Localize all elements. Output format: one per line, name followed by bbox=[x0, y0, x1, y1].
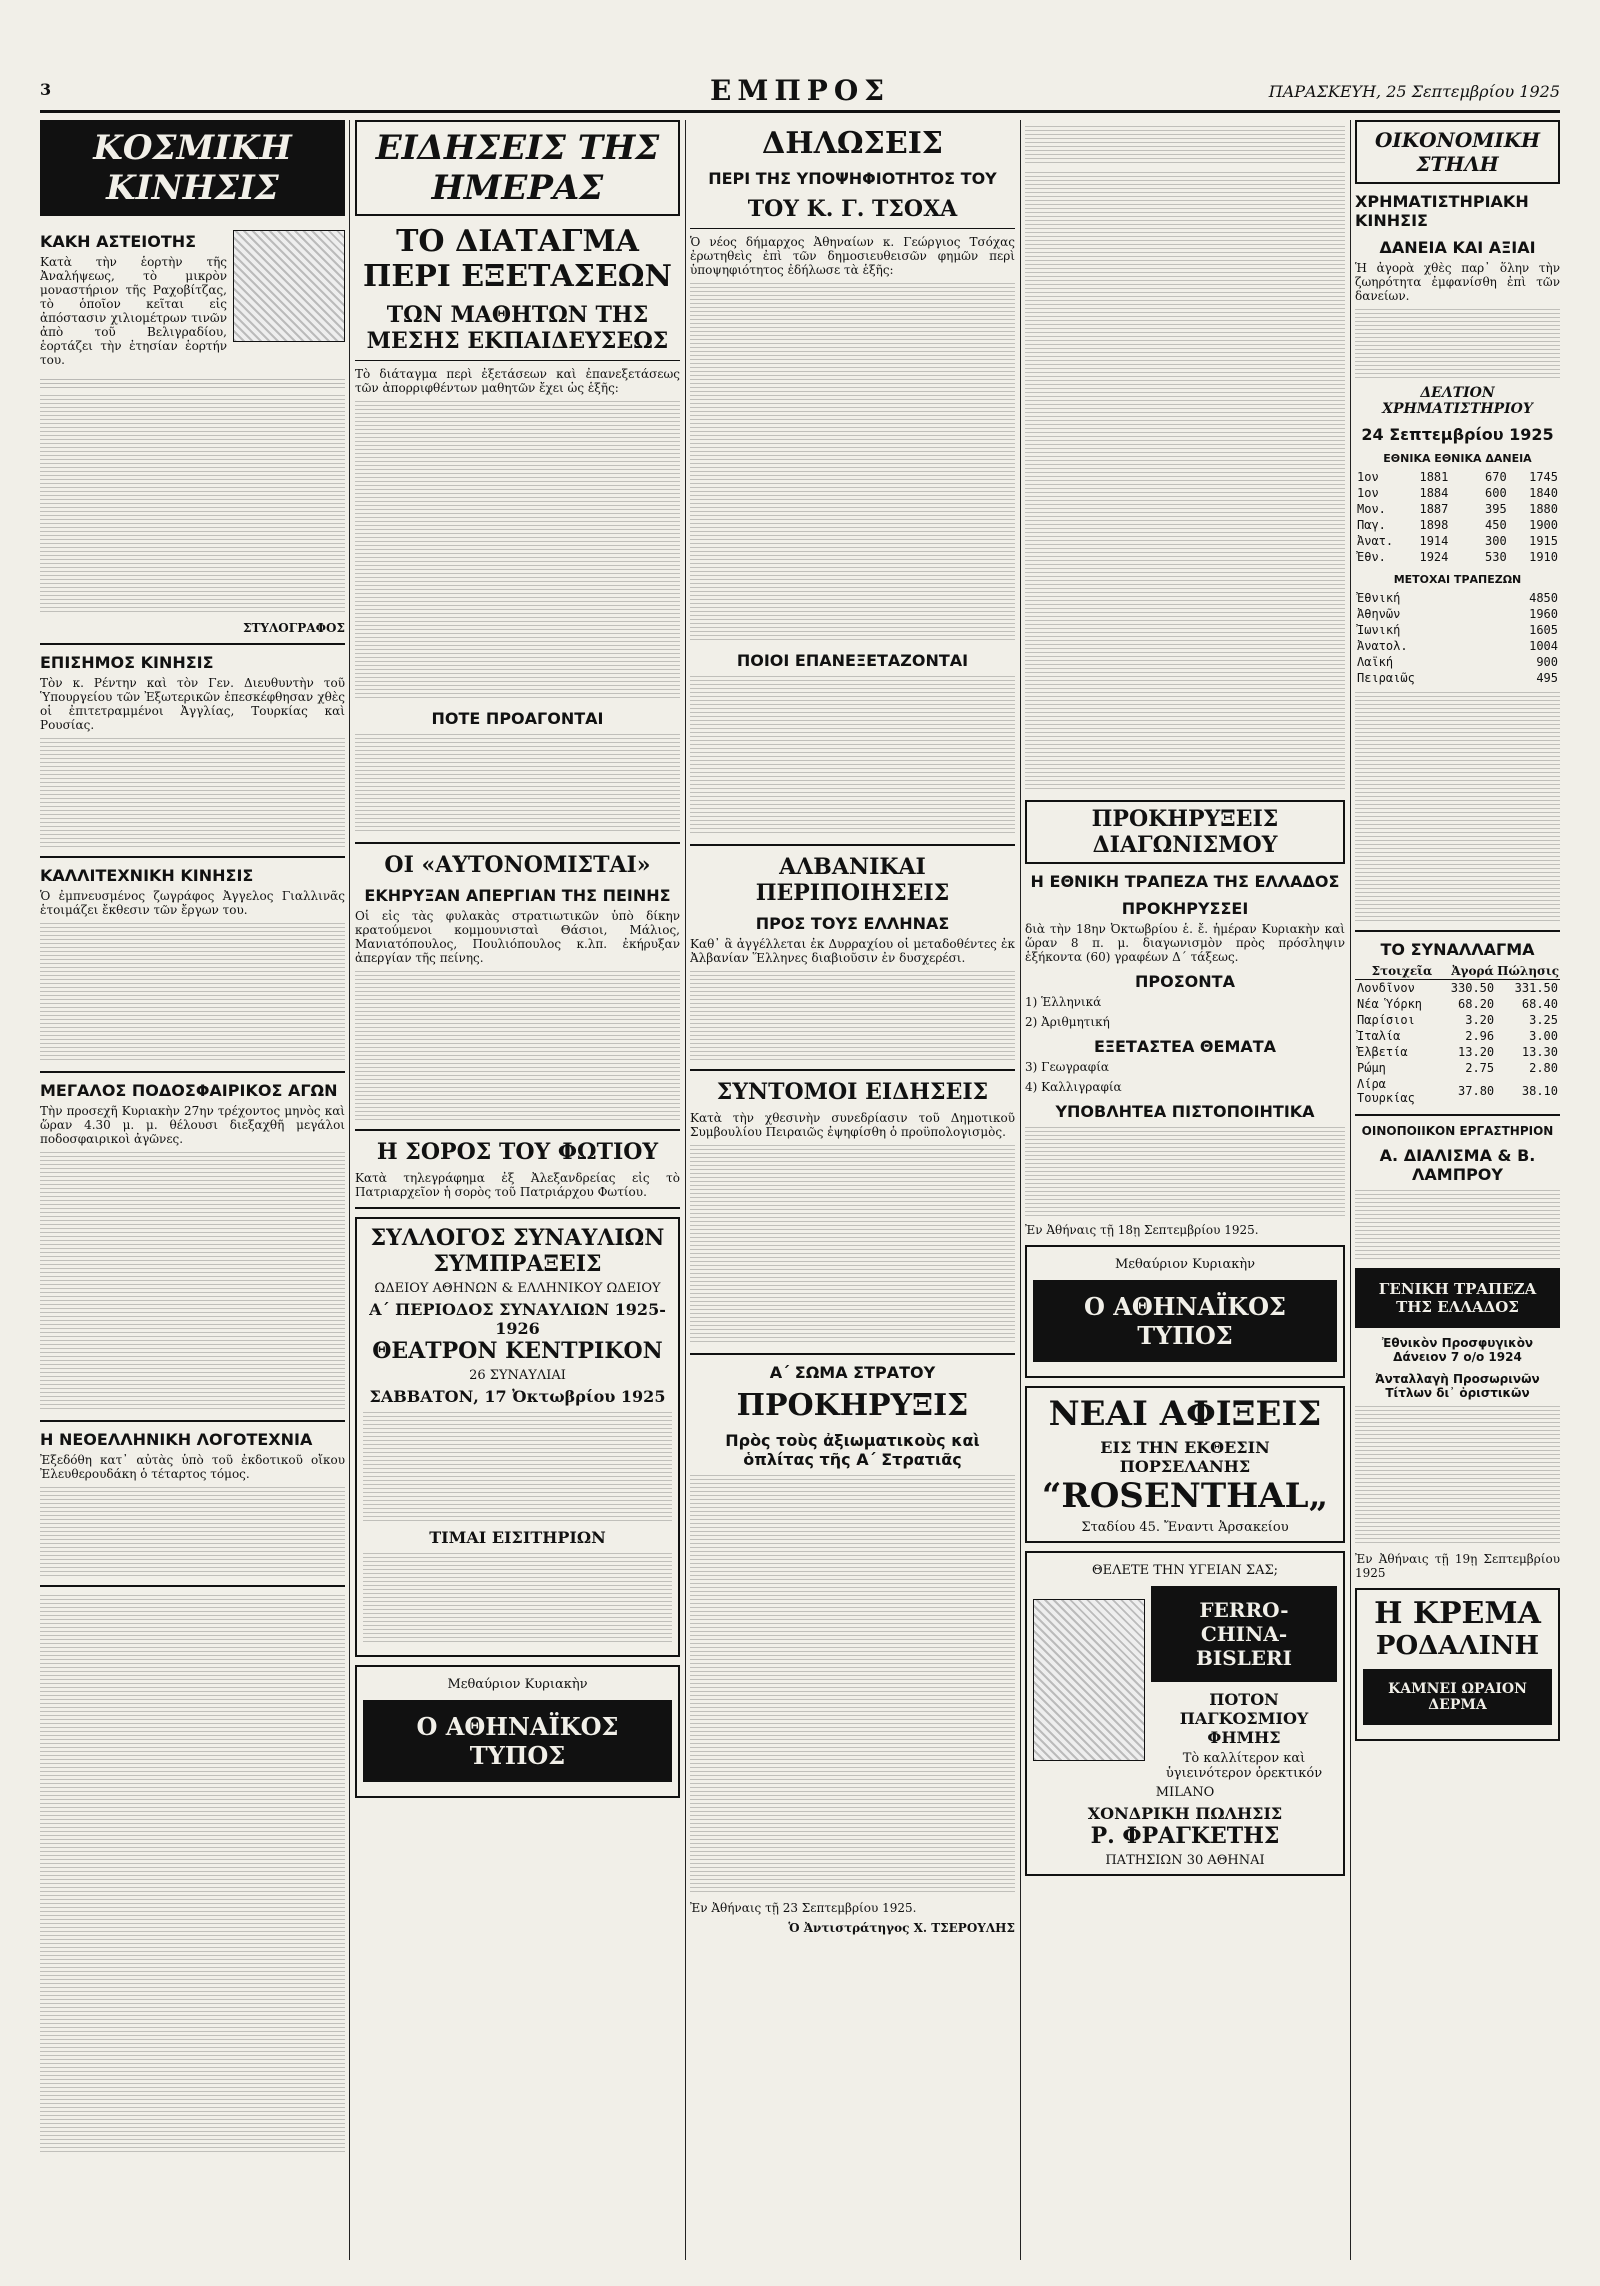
table-row: Ἰταλία 2.96 3.00 bbox=[1357, 1029, 1558, 1043]
ad-dealer: ΧΟΝΔΡΙΚΗ ΠΩΛΗΣΙΣ bbox=[1087, 1804, 1283, 1823]
table-row: Ἀνατολ. 1004 bbox=[1357, 639, 1558, 653]
headline-sub: ΠΡΟΣ ΤΟΥΣ ΕΛΛΗΝΑΣ bbox=[755, 914, 950, 933]
bulletin-title: ΔΕΛΤΙΟΝ ΧΡΗΜΑΤΙΣΤΗΡΙΟΥ bbox=[1382, 385, 1533, 417]
article-text: Ὁ νέος δήμαρχος Ἀθηναίων κ. Γεώργιος Τσόχας ἐρωτηθεὶς ἐπὶ τῶν δημοσιευθεισῶν φημῶν περὶ ὑποψηφιότητος ἐδήλωσε τὰ ἑξῆς: bbox=[690, 235, 1015, 277]
subheading: ΕΞΕΤΑΣΤΕΑ ΘΕΜΑΤΑ bbox=[1093, 1037, 1277, 1056]
ad-small-text: Μεθαύριον Κυριακὴν bbox=[1114, 1257, 1256, 1272]
proclaims: ΠΡΟΚΗΡΥΣΣΕΙ bbox=[1121, 899, 1249, 918]
section-title: ΔΑΝΕΙΑ ΚΑΙ ΑΞΙΑΙ bbox=[1379, 238, 1536, 257]
table-title: ΤΟ ΣΥΝΑΛΛΑΓΜΑ bbox=[1380, 940, 1535, 959]
competition-date: Ἐν Ἀθήναις τῇ 18ῃ Σεπτεμβρίου 1925. bbox=[1025, 1223, 1259, 1237]
exam-item: 4) Καλλιγραφία bbox=[1025, 1080, 1122, 1094]
table-title: ΕΘΝΙΚΑ ΕΘΝΙΚΑ ΔΑΝΕΙΑ bbox=[1383, 452, 1532, 465]
article-text: Καθ᾽ ἃ ἀγγέλλεται ἐκ Δυρραχίου οἱ μεταδοθέντες ἐκ Ἀλβανίαν Ἕλληνες διαβιοῦσιν ἐν δυσχερέσι. bbox=[690, 937, 1015, 965]
author-signature: ΣΤΥΛΟΓΡΑΦΟΣ bbox=[243, 621, 345, 635]
headline: ΔΗΛΩΣΕΙΣ bbox=[762, 126, 943, 161]
article-text: Τὸ διάταγμα περὶ ἐξετάσεων καὶ ἐπανεξετάσεως τῶν ἀπορριφθέντων μαθητῶν ἔχει ὡς ἑξῆς: bbox=[355, 367, 680, 395]
ad-subtitle: ΕΙΣ ΤΗΝ ΕΚΘΕΣΙΝ ΠΟΡΣΕΛΑΝΗΣ bbox=[1100, 1438, 1270, 1476]
ad-big-text: Ο ΑΘΗΝΑΪΚΟΣ ΤΥΠΟΣ bbox=[1033, 1280, 1337, 1362]
column-society bbox=[40, 120, 345, 2260]
table-row: Ρώμη 2.75 2.80 bbox=[1357, 1061, 1558, 1075]
bank-ad-date: Ἐν Ἀθήναις τῇ 19ῃ Σεπτεμβρίου 1925 bbox=[1355, 1552, 1560, 1580]
headline-sub: ΕΚΗΡΥΞΑΝ ΑΠΕΡΓΙΑΝ ΤΗΣ ΠΕΙΝΗΣ bbox=[364, 886, 671, 905]
article-text: Κατὰ τὴν χθεσινὴν συνεδρίασιν τοῦ Δημοτικοῦ Συμβουλίου Πειραιῶς ἐψηφίσθη ὁ προϋπολογισμὸς. bbox=[690, 1111, 1015, 1139]
article-text: Ἡ ἀγορὰ χθὲς παρ᾽ ὅλην τὴν ζωηρότητα ἐμφανίσθη ἐπὶ τῶν δανείων. bbox=[1355, 261, 1560, 303]
ad-tagline: ΘΕΛΕΤΕ ΤΗΝ ΥΓΕΙΑΝ ΣΑΣ; bbox=[1091, 1563, 1279, 1578]
ad-brand: “ROSENTHAL„ bbox=[1041, 1476, 1329, 1516]
column-divider bbox=[685, 120, 686, 2260]
society-banner: ΚΟΣΜΙΚΗ ΚΙΝΗΣΙΣ bbox=[40, 120, 345, 216]
column-announcements bbox=[1025, 120, 1345, 2260]
ad-title: ΟΙΝΟΠΟΙΙΚΟΝ ΕΡΓΑΣΤΗΡΙΟΝ bbox=[1361, 1124, 1554, 1138]
proclamation-title: ΠΡΟΚΗΡΥΞΙΣ bbox=[736, 1388, 969, 1423]
ad-date: ΣΑΒΒΑΤΟΝ, 17 Ὀκτωβρίου 1925 bbox=[369, 1387, 666, 1406]
newspaper-ad bbox=[1025, 1245, 1345, 1378]
ad-address: ΠΑΤΗΣΙΩΝ 30 ΑΘΗΝΑΙ bbox=[1105, 1853, 1265, 1868]
illustration-image bbox=[233, 230, 345, 342]
ad-title: ΣΥΛΛΟΓΟΣ ΣΥΝΑΥΛΙΩΝ bbox=[370, 1225, 665, 1251]
ad-tagline: ΚΑΜΝΕΙ ΩΡΑΙΟΝ ΔΕΡΜΑ bbox=[1363, 1669, 1552, 1725]
ad-title: Η ΚΡΕΜΑ bbox=[1374, 1596, 1541, 1631]
bank-ad-subtitle: Ἀνταλλαγὴ Προσωρινῶν Τίτλων δι᾽ ὁριστικῶν bbox=[1375, 1372, 1540, 1400]
ad-name: Ρ. ΦΡΑΓΚΕΤΗΣ bbox=[1090, 1823, 1280, 1849]
ad-subtitle: ΩΔΕΙΟΥ ΑΘΗΝΩΝ & ΕΛΛΗΝΙΚΟΥ ΩΔΕΙΟΥ bbox=[374, 1281, 661, 1296]
ad-brand: FERRO-CHINA-BISLERI bbox=[1151, 1586, 1337, 1682]
ad-subtitle: ΠΟΤΟΝ ΠΑΓΚΟΣΜΙΟΥ ΦΗΜΗΣ bbox=[1179, 1690, 1309, 1747]
subheading: ΠΡΟΣΟΝΤΑ bbox=[1135, 972, 1235, 991]
article-text: Τὴν προσεχῆ Κυριακὴν 27ην τρέχοντος μηνὸς καὶ ὥραν 4.30 μ. μ. θέλουσι διεξαχθῆ μεγάλοι ποδοσφαιρικοὶ ἀγῶνες. bbox=[40, 1104, 345, 1146]
table-row: Μον. 1887 395 1880 bbox=[1357, 502, 1558, 516]
table-row: Πειραιῶς 495 bbox=[1357, 671, 1558, 685]
article-text: Ὁ ἐμπνευσμένος ζωγράφος Ἀγγελος Γιαλλινᾶς ἑτοιμάζει ἔκθεσιν τῶν ἔργων του. bbox=[40, 889, 345, 917]
ad-address: Σταδίου 45. Ἔναντι Ἀρσακείου bbox=[1081, 1520, 1289, 1535]
issue-date: ΠΑΡΑΣΚΕΥΗ, 25 Σεπτεμβρίου 1925 bbox=[1268, 82, 1560, 101]
page-number: 3 bbox=[40, 80, 52, 99]
ad-subtitle: ΣΥΜΠΡΑΞΕΙΣ bbox=[433, 1251, 602, 1277]
table-row: Ἐθνική 4850 bbox=[1357, 591, 1558, 605]
column-economy bbox=[1355, 120, 1560, 2260]
ferro-china-ad bbox=[1025, 1551, 1345, 1876]
bulletin-date: 24 Σεπτεμβρίου 1925 bbox=[1361, 425, 1554, 444]
ad-prices: ΤΙΜΑΙ ΕΙΣΙΤΗΡΙΩΝ bbox=[429, 1528, 606, 1547]
bank-ad-title: ΓΕΝΙΚΗ ΤΡΑΠΕΖΑ ΤΗΣ ΕΛΛΑΔΟΣ bbox=[1355, 1268, 1560, 1328]
subheading: ΠΟΙΟΙ ΕΠΑΝΕΞΕΤΑΖΟΝΤΑΙ bbox=[736, 651, 969, 670]
headline: ΑΛΒΑΝΙΚΑΙ ΠΕΡΙΠΟΙΗΣΕΙΣ bbox=[755, 854, 950, 906]
news-banner: ΕΙΔΗΣΕΙΣ ΤΗΣ ΗΜΕΡΑΣ bbox=[355, 120, 680, 216]
subheading: ΥΠΟΒΛΗΤΕΑ ΠΙΣΤΟΠΟΙΗΤΙΚΑ bbox=[1055, 1102, 1315, 1121]
headline-sub: ΠΕΡΙ ΤΗΣ ΥΠΟΨΗΦΙΟΤΗΤΟΣ ΤΟΥ bbox=[708, 169, 997, 188]
table-row: 1ον 1881 670 1745 bbox=[1357, 470, 1558, 484]
economy-banner: ΟΙΚΟΝΟΜΙΚΗ ΣΤΗΛΗ bbox=[1355, 120, 1560, 184]
bank-ad-subtitle: Ἐθνικὸν Προσφυγικὸν Δάνειον 7 ο/ο 1924 bbox=[1381, 1336, 1534, 1364]
section-title: ΕΠΙΣΗΜΟΣ ΚΙΝΗΣΙΣ bbox=[40, 653, 214, 672]
headline: ΟΙ «ΑΥΤΟΝΟΜΙΣΤΑΙ» bbox=[384, 852, 651, 878]
newspaper-title: ΕΜΠΡΟΣ bbox=[709, 74, 891, 107]
column-divider bbox=[1020, 120, 1021, 2260]
proclamation-signature: Ὁ Ἀντιστράτηγος Χ. ΤΣΕΡΟΥΛΗΣ bbox=[788, 1921, 1015, 1935]
competition-text: διὰ τὴν 18ην Ὀκτωβρίου ἑ. ἔ. ἡμέραν Κυριακὴν καὶ ὥραν 8 π. μ. διαγωνισμὸν πρὸς πρόσληψιν ἑξήκοντα (60) γραφέων Δ΄ τάξεως. bbox=[1025, 922, 1345, 964]
ad-big-text: Ο ΑΘΗΝΑΪΚΟΣ ΤΥΠΟΣ bbox=[363, 1700, 672, 1782]
newspaper-ad bbox=[355, 1665, 680, 1798]
table-row: Ἀνατ. 1914 300 1915 bbox=[1357, 534, 1558, 548]
table-row: Ἰωνική 1605 bbox=[1357, 623, 1558, 637]
headline: ΤΟ ΔΙΑΤΑΓΜΑ ΠΕΡΙ ΕΞΕΤΑΣΕΩΝ bbox=[363, 224, 672, 294]
column-divider bbox=[349, 120, 350, 2260]
table-row: Ἐλβετία 13.20 13.30 bbox=[1357, 1045, 1558, 1059]
article-text: Ἐξεδόθη κατ᾽ αὐτὰς ὑπὸ τοῦ ἐκδοτικοῦ οἴκου Ἐλευθερουδάκη ὁ τέταρτος τόμος. bbox=[40, 1453, 345, 1481]
table-row: Ἀθηνῶν 1960 bbox=[1357, 607, 1558, 621]
ad-city: MILANO bbox=[1155, 1785, 1215, 1800]
subheading: Α΄ ΣΩΜΑ ΣΤΡΑΤΟΥ bbox=[769, 1363, 936, 1382]
column-divider bbox=[1350, 120, 1351, 2260]
exam-item: 2) Ἀριθμητική bbox=[1025, 1015, 1110, 1029]
exam-item: 3) Γεωγραφία bbox=[1025, 1060, 1109, 1074]
ad-detail: 26 ΣΥΝΑΥΛΙΑΙ bbox=[469, 1368, 566, 1383]
ad-subtitle: Τὸ καλλίτερον καὶ ὑγιεινότερον ὀρεκτικόν bbox=[1165, 1751, 1323, 1781]
column-statements bbox=[690, 120, 1015, 2260]
banks-table bbox=[1355, 590, 1560, 686]
ad-venue: ΘΕΑΤΡΟΝ ΚΕΝΤΡΙΚΟΝ bbox=[372, 1338, 663, 1364]
bottle-image bbox=[1033, 1599, 1145, 1761]
headline: ΣΥΝΤΟΜΟΙ ΕΙΔΗΣΕΙΣ bbox=[716, 1079, 989, 1105]
headline: Η ΣΟΡΟΣ ΤΟΥ ΦΩΤΙΟΥ bbox=[376, 1139, 659, 1165]
table-row: Λονδῖνον 330.50 331.50 bbox=[1357, 981, 1558, 995]
rosenthal-ad bbox=[1025, 1386, 1345, 1543]
section-title: ΧΡΗΜΑΤΙΣΤΗΡΙΑΚΗ ΚΙΝΗΣΙΣ bbox=[1355, 192, 1529, 230]
article-text: Τὸν κ. Ρέντην καὶ τὸν Γεν. Διευθυντὴν τοῦ Ὑπουργείου τῶν Ἐξωτερικῶν ἐπεσκέφθησαν χθὲς οἱ ἐπιτετραμμένοι Ἀγγλίας, Τουρκίας καὶ Ρουσίας. bbox=[40, 676, 345, 732]
table-row: Λαϊκή 900 bbox=[1357, 655, 1558, 669]
column-news bbox=[355, 120, 680, 2260]
ad-title: ΝΕΑΙ ΑΦΙΞΕΙΣ bbox=[1048, 1394, 1322, 1434]
subheading: ΠΟΤΕ ΠΡΟΑΓΟΝΤΑΙ bbox=[431, 709, 604, 728]
headline-sub: ΤΟΥ Κ. Γ. ΤΣΟΧΑ bbox=[747, 196, 958, 222]
competition-title: ΠΡΟΚΗΡΥΞΕΙΣ ΔΙΑΓΩΝΙΣΜΟΥ bbox=[1025, 800, 1345, 864]
ad-subtitle: Α΄ ΠΕΡΙΟΔΟΣ ΣΥΝΑΥΛΙΩΝ 1925-1926 bbox=[369, 1300, 666, 1338]
ad-brand: ΡΟΔΑΛΙΝΗ bbox=[1375, 1631, 1540, 1661]
table-row: Παρίσιοι 3.20 3.25 bbox=[1357, 1013, 1558, 1027]
headline-sub: ΤΩΝ ΜΑΘΗΤΩΝ ΤΗΣ ΜΕΣΗΣ ΕΚΠΑΙΔΕΥΣΕΩΣ bbox=[366, 302, 669, 354]
bank-name: Η ΕΘΝΙΚΗ ΤΡΑΠΕΖΑ ΤΗΣ ΕΛΛΑΔΟΣ bbox=[1030, 872, 1340, 891]
section-title: ΜΕΓΑΛΟΣ ΠΟΔΟΣΦΑΙΡΙΚΟΣ ΑΓΩΝ bbox=[40, 1081, 338, 1100]
table-row: Παγ. 1898 450 1900 bbox=[1357, 518, 1558, 532]
ad-small-text: Μεθαύριον Κυριακὴν bbox=[447, 1677, 588, 1692]
table-row: Λίρα Τουρκίας 37.80 38.10 bbox=[1357, 1077, 1558, 1105]
table-row: 1ον 1884 600 1840 bbox=[1357, 486, 1558, 500]
proclamation-date: Ἐν Ἀθήναις τῇ 23 Σεπτεμβρίου 1925. bbox=[690, 1901, 917, 1915]
article-text: Κατὰ τὴν ἑορτὴν τῆς Ἀναλήψεως, τὸ μικρὸν μοναστήριον τῆς Ραχοβίτζας, τὸ ὁποῖον κεῖται εἰς ἀπόστασιν χιλιομέτρων τινῶν ἀπὸ τοῦ Βελιγραδίου, ἑορτάζει τὴν ἐτησίαν ἑορτήν του. bbox=[40, 255, 227, 367]
table-header: Στοιχεῖα Ἀγορά Πώλησις bbox=[1355, 963, 1560, 980]
loans-table bbox=[1355, 469, 1560, 565]
ad-name: Α. ΔΙΑΛΙΣΜΑ & Β. ΛΑΜΠΡΟΥ bbox=[1379, 1146, 1536, 1184]
article-text: Οἱ εἰς τὰς φυλακὰς στρατιωτικῶν ὑπὸ δίκην κρατούμενοι κομμουνισταὶ Θάσιοι, Μάλιος, Μανιατόπουλος, Πουλιόπουλος κ.λπ. ἐκήρυξαν ἀπεργίαν τῆς πείνης. bbox=[355, 909, 680, 965]
section-title: ΚΑΚΗ ΑΣΤΕΙΟΤΗΣ bbox=[40, 232, 197, 251]
exam-item: 1) Ἑλληνικά bbox=[1025, 995, 1102, 1009]
concert-ad bbox=[355, 1217, 680, 1657]
table-row: Ἐθν. 1924 530 1910 bbox=[1357, 550, 1558, 564]
proclamation-subtitle: Πρὸς τοὺς ἀξιωματικοὺς καὶ ὁπλίτας τῆς Α΄ Στρατιᾶς bbox=[725, 1431, 980, 1469]
article-text: Κατὰ τηλεγράφημα ἐξ Ἀλεξανδρείας εἰς τὸ Πατριαρχεῖον ἡ σορὸς τοῦ Πατριάρχου Φωτίου. bbox=[355, 1171, 680, 1199]
section-title: ΚΑΛΛΙΤΕΧΝΙΚΗ ΚΙΝΗΣΙΣ bbox=[40, 866, 254, 885]
exchange-table bbox=[1355, 963, 1560, 1106]
masthead bbox=[40, 74, 1560, 113]
section-title: Η ΝΕΟΕΛΛΗΝΙΚΗ ΛΟΓΟΤΕΧΝΙΑ bbox=[40, 1430, 313, 1449]
table-title: ΜΕΤΟΧΑΙ ΤΡΑΠΕΖΩΝ bbox=[1393, 573, 1522, 586]
table-row: Νέα Ὑόρκη 68.20 68.40 bbox=[1357, 997, 1558, 1011]
cream-ad bbox=[1355, 1588, 1560, 1741]
